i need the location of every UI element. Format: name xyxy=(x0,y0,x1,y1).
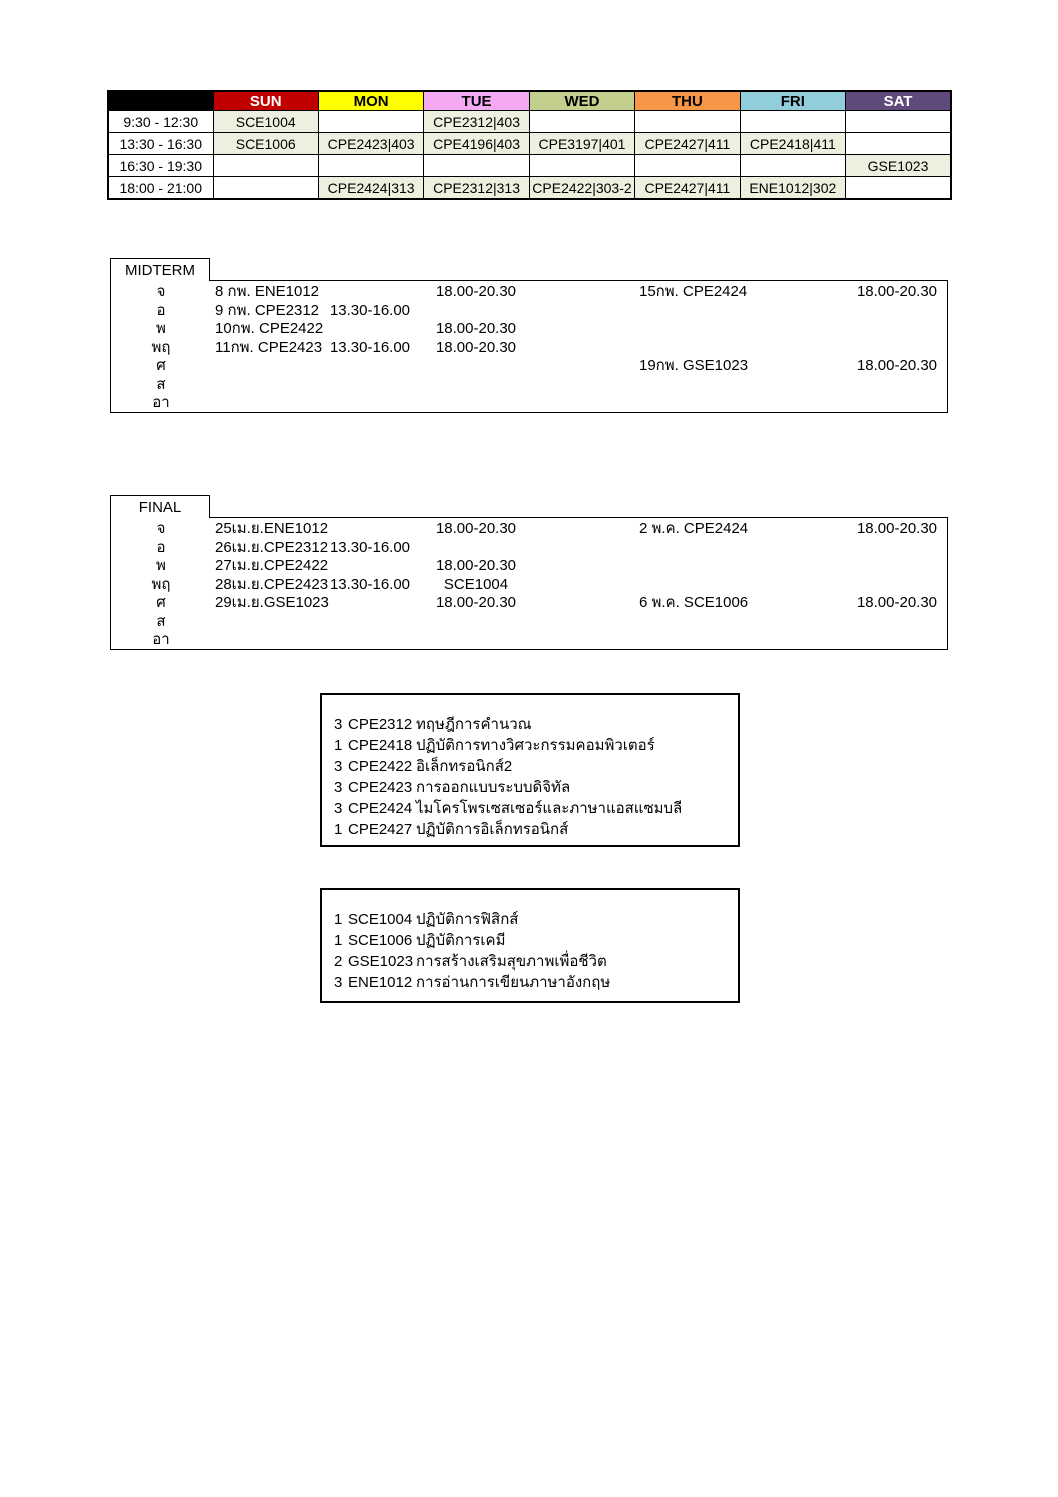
exam-day-label: อ xyxy=(156,301,166,319)
course-credit: 3 xyxy=(334,779,343,796)
schedule-row xyxy=(108,177,951,200)
schedule-cell: CPE2312|313 xyxy=(424,177,529,200)
exam-time: 13.30-16.00 xyxy=(329,338,411,356)
midterm-row xyxy=(111,283,947,302)
final-row xyxy=(111,612,947,631)
course-name: การอ่านการเขียนภาษาอังกฤษ xyxy=(416,974,611,991)
course-row xyxy=(322,909,738,930)
course-credit: 3 xyxy=(334,974,343,991)
schedule-cell: CPE4196|403 xyxy=(424,133,529,155)
exam-time: 18.00-20.30 xyxy=(435,557,517,575)
midterm-row xyxy=(111,394,947,413)
exam-day-label: ศ xyxy=(156,357,166,375)
exam-day-label: จ xyxy=(156,520,166,538)
course-credit: 1 xyxy=(334,737,343,754)
course-name: ปฏิบัติการฟิสิกส์ xyxy=(416,911,519,928)
day-header-mon: MON xyxy=(318,91,423,111)
day-header-fri: FRI xyxy=(740,91,845,111)
schedule-cell: CPE2427|411 xyxy=(635,177,740,200)
exam-entry: 8 กพ. ENE1012 xyxy=(215,283,320,301)
exam-day-label: ส xyxy=(156,375,166,393)
schedule-cell xyxy=(213,155,318,177)
final-row xyxy=(111,520,947,539)
schedule-cell xyxy=(424,155,529,177)
exam-time: 18.00-20.30 xyxy=(435,520,517,538)
exam-day-label: พฤ xyxy=(151,575,171,593)
course-name: ไมโครโพรเซสเซอร์และภาษาแอสแซมบลี xyxy=(416,800,683,817)
midterm-section xyxy=(110,258,948,414)
corner-cell xyxy=(108,91,213,111)
exam-day-label: อ xyxy=(156,538,166,556)
exam-time: 18.00-20.30 xyxy=(435,320,517,338)
time-slot-label: 9:30 - 12:30 xyxy=(108,111,213,133)
schedule-cell: CPE3197|401 xyxy=(529,133,634,155)
midterm-box xyxy=(110,280,948,413)
course-credit: 1 xyxy=(334,911,343,928)
exam-entry: 19กพ. GSE1023 xyxy=(639,357,749,375)
schedule-cell: CPE2418|411 xyxy=(740,133,845,155)
final-row xyxy=(111,557,947,576)
exam-entry: 6 พ.ค. SCE1006 xyxy=(639,594,749,612)
course-name: ปฏิบัติการทางวิศวะกรรมคอมพิวเตอร์ xyxy=(416,737,655,754)
exam-entry: 26เม.ย.CPE2312 xyxy=(215,538,329,556)
course-name: อิเล็กทรอนิกส์2 xyxy=(416,758,513,775)
schedule-row xyxy=(108,133,951,155)
midterm-row xyxy=(111,357,947,376)
day-header-sun: SUN xyxy=(213,91,318,111)
course-row xyxy=(322,756,738,777)
day-header-wed: WED xyxy=(529,91,634,111)
exam-time: 18.00-20.30 xyxy=(435,594,517,612)
midterm-row xyxy=(111,338,947,357)
schedule-cell xyxy=(529,155,634,177)
course-row xyxy=(322,951,738,972)
exam-entry: 29เม.ย.GSE1023 xyxy=(215,594,329,612)
exam-time: SCE1004 xyxy=(443,575,509,593)
schedule-cell: SCE1006 xyxy=(213,133,318,155)
schedule-cell xyxy=(318,155,423,177)
course-row xyxy=(322,972,738,993)
course-code: CPE2422 xyxy=(348,758,413,775)
final-box xyxy=(110,517,948,650)
course-name: ปฏิบัติการอิเล็กทรอนิกส์ xyxy=(416,821,569,838)
exam-entry: 10กพ. CPE2422 xyxy=(215,320,324,338)
schedule-cell xyxy=(635,111,740,133)
course-name: ปฏิบัติการเคมี xyxy=(416,932,506,949)
course-list-general xyxy=(320,888,740,1003)
exam-entry: 15กพ. CPE2424 xyxy=(639,283,748,301)
schedule-cell: CPE2424|313 xyxy=(318,177,423,200)
exam-time: 18.00-20.30 xyxy=(856,357,938,375)
course-row xyxy=(322,930,738,951)
exam-entry: 28เม.ย.CPE2423 xyxy=(215,575,329,593)
final-section xyxy=(110,495,948,653)
course-row xyxy=(322,798,738,819)
exam-day-label: พ xyxy=(156,557,166,575)
exam-day-label: จ xyxy=(156,283,166,301)
schedule-header-row xyxy=(108,91,951,111)
course-list-major xyxy=(320,693,740,847)
course-credit: 3 xyxy=(334,758,343,775)
exam-time: 13.30-16.00 xyxy=(329,538,411,556)
course-row xyxy=(322,777,738,798)
final-row xyxy=(111,538,947,557)
course-code: CPE2427 xyxy=(348,821,413,838)
schedule-cell: CPE2422|303-2 xyxy=(529,177,634,200)
day-header-tue: TUE xyxy=(424,91,529,111)
course-code: CPE2423 xyxy=(348,779,413,796)
course-code: CPE2424 xyxy=(348,800,413,817)
exam-entry: 27เม.ย.CPE2422 xyxy=(215,557,329,575)
course-row xyxy=(322,819,738,840)
midterm-row xyxy=(111,375,947,394)
exam-entry: 25เม.ย.ENE1012 xyxy=(215,520,329,538)
course-code: CPE2418 xyxy=(348,737,413,754)
schedule-cell: ENE1012|302 xyxy=(740,177,845,200)
schedule-row xyxy=(108,155,951,177)
schedule-cell: GSE1023 xyxy=(846,155,951,177)
schedule-cell xyxy=(846,177,951,200)
exam-entry: 2 พ.ค. CPE2424 xyxy=(639,520,749,538)
course-code: ENE1012 xyxy=(348,974,413,991)
weekly-schedule xyxy=(107,90,952,200)
exam-time: 13.30-16.00 xyxy=(329,301,411,319)
schedule-row xyxy=(108,111,951,133)
final-tab-label: FINAL xyxy=(110,495,210,518)
weekly-schedule-table xyxy=(107,90,952,200)
exam-entry: 11กพ. CPE2423 xyxy=(215,338,323,356)
exam-day-label: ศ xyxy=(156,594,166,612)
final-row xyxy=(111,631,947,650)
course-credit: 1 xyxy=(334,821,343,838)
schedule-cell xyxy=(740,111,845,133)
course-credit: 3 xyxy=(334,800,343,817)
course-name: การสร้างเสริมสุขภาพเพื่อชีวิต xyxy=(416,953,607,970)
course-credit: 1 xyxy=(334,932,343,949)
schedule-cell: CPE2312|403 xyxy=(424,111,529,133)
exam-day-label: อา xyxy=(152,631,170,649)
schedule-cell: CPE2423|403 xyxy=(318,133,423,155)
day-header-thu: THU xyxy=(635,91,740,111)
exam-time: 18.00-20.30 xyxy=(435,283,517,301)
schedule-cell xyxy=(635,155,740,177)
exam-time: 18.00-20.30 xyxy=(856,520,938,538)
exam-day-label: พฤ xyxy=(151,338,171,356)
course-code: GSE1023 xyxy=(348,953,414,970)
course-code: SCE1006 xyxy=(348,932,413,949)
time-slot-label: 18:00 - 21:00 xyxy=(108,177,213,200)
course-credit: 3 xyxy=(334,716,343,733)
time-slot-label: 16:30 - 19:30 xyxy=(108,155,213,177)
exam-entry: 9 กพ. CPE2312 xyxy=(215,301,320,319)
schedule-cell xyxy=(740,155,845,177)
schedule-cell xyxy=(318,111,423,133)
exam-time: 18.00-20.30 xyxy=(856,594,938,612)
course-credit: 2 xyxy=(334,953,343,970)
schedule-cell: SCE1004 xyxy=(213,111,318,133)
exam-day-label: ส xyxy=(156,612,166,630)
course-row xyxy=(322,735,738,756)
schedule-cell xyxy=(846,133,951,155)
course-code: CPE2312 xyxy=(348,716,413,733)
exam-time: 18.00-20.30 xyxy=(435,338,517,356)
midterm-row xyxy=(111,301,947,320)
midterm-tab-label: MIDTERM xyxy=(110,258,210,281)
midterm-row xyxy=(111,320,947,339)
course-code: SCE1004 xyxy=(348,911,413,928)
exam-time: 18.00-20.30 xyxy=(856,283,938,301)
course-row xyxy=(322,714,738,735)
time-slot-label: 13:30 - 16:30 xyxy=(108,133,213,155)
day-header-sat: SAT xyxy=(846,91,951,111)
course-name: ทฤษฎีการคำนวณ xyxy=(416,716,532,733)
schedule-cell xyxy=(213,177,318,200)
schedule-cell xyxy=(846,111,951,133)
schedule-cell: CPE2427|411 xyxy=(635,133,740,155)
final-row xyxy=(111,594,947,613)
exam-day-label: พ xyxy=(156,320,166,338)
course-name: การออกแบบระบบดิจิทัล xyxy=(416,779,571,796)
schedule-cell xyxy=(529,111,634,133)
exam-time: 13.30-16.00 xyxy=(329,575,411,593)
exam-day-label: อา xyxy=(152,394,170,412)
final-row xyxy=(111,575,947,594)
